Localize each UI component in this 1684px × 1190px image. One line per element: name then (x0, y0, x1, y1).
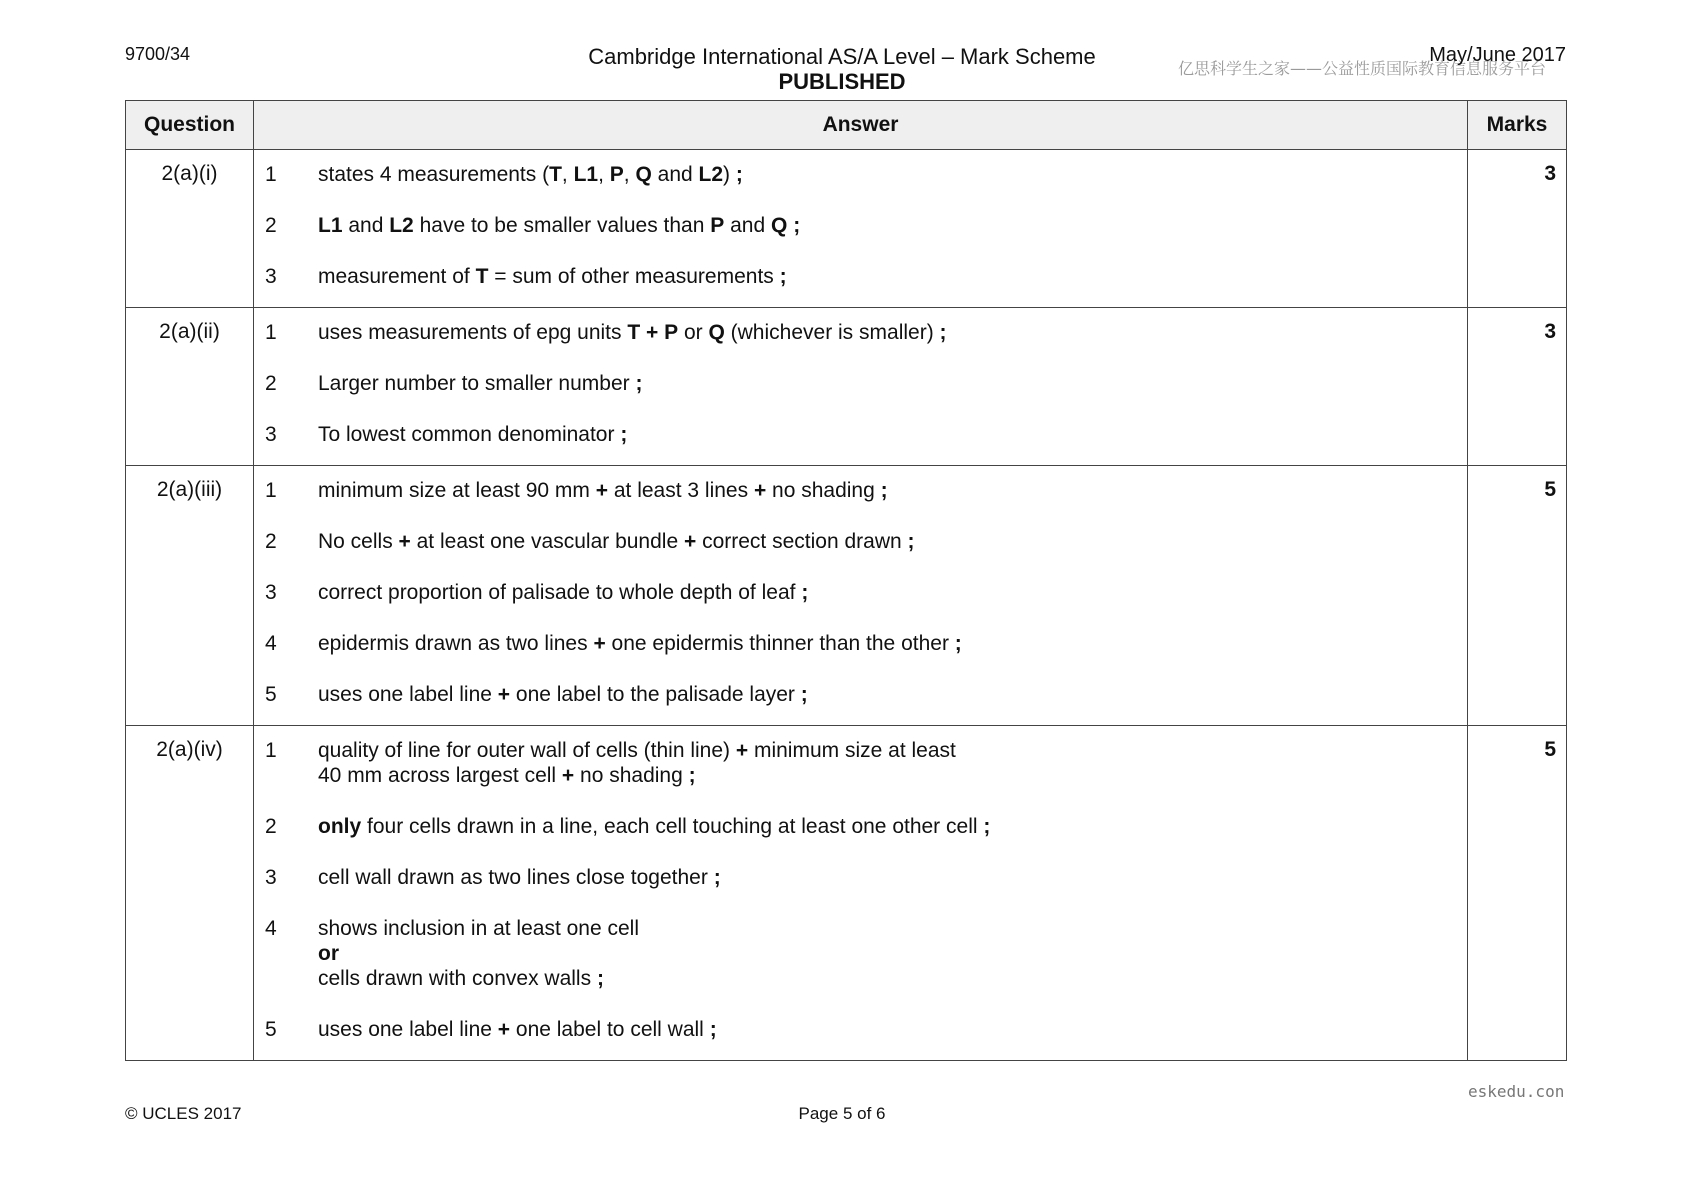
bold-text-segment: ; (954, 632, 962, 655)
marking-point (254, 529, 1467, 554)
marks-value: 3 (1468, 150, 1567, 308)
marking-point (254, 478, 1467, 503)
bold-text-segment: + (595, 479, 609, 502)
marking-point (254, 865, 1467, 890)
question-number: 2(a)(iv) (126, 726, 254, 1061)
marking-point-text (318, 529, 1467, 554)
bold-text-segment: T (549, 163, 562, 186)
bold-text-segment: L1 (318, 214, 343, 237)
bold-text-segment: ; (635, 372, 643, 395)
bold-text-segment: P (710, 214, 725, 237)
text-segment: ) (723, 163, 736, 186)
bold-text-segment: ; (596, 967, 604, 990)
bold-text-segment: T + P (627, 321, 679, 344)
bold-text-segment: ; (688, 764, 696, 787)
text-segment: (whichever is smaller) (724, 321, 940, 344)
marking-point (254, 213, 1467, 238)
marking-point-number: 4 (265, 632, 277, 655)
text-segment: correct section drawn (696, 530, 908, 553)
text-segment: , (561, 163, 574, 186)
bold-text-segment: L2 (389, 214, 414, 237)
text-segment: shows inclusion in at least one cell (318, 917, 640, 940)
text-segment: measurement of (318, 265, 476, 288)
bold-text-segment: ; (983, 815, 991, 838)
marking-point-text (318, 371, 1467, 396)
marking-point-number: 2 (265, 530, 277, 553)
marking-point (254, 422, 1467, 447)
marking-point (254, 738, 1467, 788)
bold-text-segment: ; (620, 423, 628, 446)
bold-text-segment: + (497, 683, 511, 706)
marking-point (254, 916, 1467, 991)
marks-value: 3 (1468, 308, 1567, 466)
document-title-block (542, 44, 1142, 94)
table-header-row (126, 101, 1567, 150)
bold-text-segment: + (398, 530, 411, 553)
marking-point-text (318, 162, 1467, 187)
marking-point-number: 2 (265, 372, 277, 395)
text-segment: or (678, 321, 709, 344)
text-segment: quality of line for outer wall of cells (thin line) (318, 739, 736, 762)
marking-point-number: 3 (265, 265, 277, 288)
text-segment: No cells (318, 530, 399, 553)
marking-point-text (318, 264, 1467, 289)
text-segment: uses one label line (318, 683, 498, 706)
text-segment: and (724, 214, 771, 237)
text-segment: cells drawn with convex walls (318, 967, 597, 990)
bold-text-segment: ; (713, 866, 721, 889)
answer-cell (254, 466, 1468, 726)
marking-point-number: 1 (265, 163, 277, 186)
text-segment: , (598, 163, 610, 186)
marking-point (254, 264, 1467, 289)
text-segment: uses one label line (318, 1018, 498, 1041)
marking-point-number: 3 (265, 581, 277, 604)
marking-point-text (318, 320, 1467, 345)
bold-text-segment: T (475, 265, 489, 288)
marking-point-number: 5 (265, 683, 277, 706)
paper-code: 9700/34 (125, 44, 191, 64)
marking-point-number: 1 (265, 739, 277, 762)
text-segment: at least 3 lines (608, 479, 754, 502)
marking-point (254, 1017, 1467, 1042)
bold-text-segment: L1 (573, 163, 599, 186)
marking-point-number: 1 (265, 479, 277, 502)
text-segment: states 4 measurements ( (318, 163, 550, 186)
marking-point (254, 320, 1467, 345)
bold-text-segment: Q (708, 321, 725, 344)
marks-value: 5 (1468, 466, 1567, 726)
bold-text-segment: ; (880, 479, 888, 502)
text-segment: and (651, 163, 699, 186)
text-segment: no shading (766, 479, 881, 502)
marking-point-text (318, 213, 1467, 238)
marking-point (254, 371, 1467, 396)
answer-cell (254, 726, 1468, 1061)
marking-point (254, 580, 1467, 605)
marking-point (254, 814, 1467, 839)
text-segment: cell wall drawn as two lines close together (318, 866, 714, 889)
text-segment: epidermis drawn as two lines (318, 632, 594, 655)
bold-text-segment: Q (771, 214, 788, 237)
bold-text-segment: ; (939, 321, 947, 344)
bold-text-segment: ; (800, 683, 808, 706)
question-number: 2(a)(i) (126, 150, 254, 308)
marking-point-text (318, 738, 1467, 788)
text-segment: one label to cell wall (510, 1018, 710, 1041)
marking-point-number: 1 (265, 321, 277, 344)
marking-point-number: 5 (265, 1018, 277, 1041)
text-segment: Larger number to smaller number (318, 372, 636, 395)
text-segment: To lowest common denominator (318, 423, 621, 446)
bold-text-segment: only (318, 815, 362, 838)
text-segment: = sum of other measurements (488, 265, 780, 288)
table-row (126, 150, 1567, 308)
text-segment: minimum size at least 90 mm (318, 479, 596, 502)
marking-point-number: 4 (265, 917, 277, 940)
marking-point-text (318, 580, 1467, 605)
marking-point-text (318, 865, 1467, 890)
marking-point-number: 2 (265, 815, 277, 838)
text-segment: one epidermis thinner than the other (605, 632, 955, 655)
bold-text-segment: ; (801, 581, 809, 604)
answer-column-header: Answer (254, 101, 1468, 150)
text-segment: minimum size at least (748, 739, 956, 762)
marking-point (254, 631, 1467, 656)
text-segment: uses measurements of epg units (318, 321, 628, 344)
page-number: Page 5 of 6 (798, 1104, 886, 1123)
text-segment: one label to the palisade layer (510, 683, 801, 706)
question-number: 2(a)(iii) (126, 466, 254, 726)
marking-point-number: 3 (265, 423, 277, 446)
marking-point-text (318, 916, 1467, 991)
text-segment: correct proportion of palisade to whole depth of leaf (318, 581, 802, 604)
marking-point-text (318, 682, 1467, 707)
bold-text-segment: L2 (698, 163, 724, 186)
table-row (126, 308, 1567, 466)
bold-text-segment: + (497, 1018, 511, 1041)
text-segment: have to be smaller values than (413, 214, 711, 237)
answer-cell (254, 150, 1468, 308)
watermark-text: 亿思科学生之家——公益性质国际教育信息服务平台 (1178, 59, 1547, 78)
text-segment: 40 mm across largest cell (318, 764, 562, 787)
bold-text-segment: or (318, 942, 339, 965)
exam-session: May/June 2017 (1429, 44, 1566, 66)
marks-column-header: Marks (1468, 101, 1567, 150)
marking-point (254, 162, 1467, 187)
table-row (126, 726, 1567, 1061)
copyright-notice: © UCLES 2017 (125, 1104, 242, 1123)
bold-text-segment: + (735, 739, 749, 762)
marking-point-text (318, 631, 1467, 656)
bold-text-segment: Q (635, 163, 652, 186)
marking-point-number: 2 (265, 214, 277, 237)
bold-text-segment: ; (907, 530, 915, 553)
marking-point-text (318, 478, 1467, 503)
bold-text-segment: ; (793, 214, 801, 237)
marks-value: 5 (1468, 726, 1567, 1061)
table-row (126, 466, 1567, 726)
text-segment: no shading (574, 764, 689, 787)
bold-text-segment: P (609, 163, 624, 186)
bold-text-segment: + (683, 530, 697, 553)
mark-scheme-table (125, 100, 1567, 1061)
bold-text-segment: ; (735, 163, 743, 186)
text-segment: at least one vascular bundle (410, 530, 684, 553)
marking-point-number: 3 (265, 866, 277, 889)
published-label: PUBLISHED (778, 69, 906, 94)
document-title: Cambridge International AS/A Level – Mark Scheme (588, 44, 1096, 69)
marking-point-text (318, 814, 1467, 839)
answer-cell (254, 308, 1468, 466)
question-number: 2(a)(ii) (126, 308, 254, 466)
bold-text-segment: + (593, 632, 606, 655)
marking-point-text (318, 422, 1467, 447)
question-column-header: Question (126, 101, 254, 150)
marking-point (254, 682, 1467, 707)
site-watermark: eskedu.con (1468, 1082, 1565, 1101)
text-segment: , (623, 163, 636, 186)
bold-text-segment: ; (709, 1018, 717, 1041)
bold-text-segment: + (753, 479, 767, 502)
bold-text-segment: ; (779, 265, 787, 288)
text-segment: and (342, 214, 390, 237)
bold-text-segment: + (561, 764, 575, 787)
marking-point-text (318, 1017, 1467, 1042)
text-segment: four cells drawn in a line, each cell touching at least one other cell (361, 815, 984, 838)
